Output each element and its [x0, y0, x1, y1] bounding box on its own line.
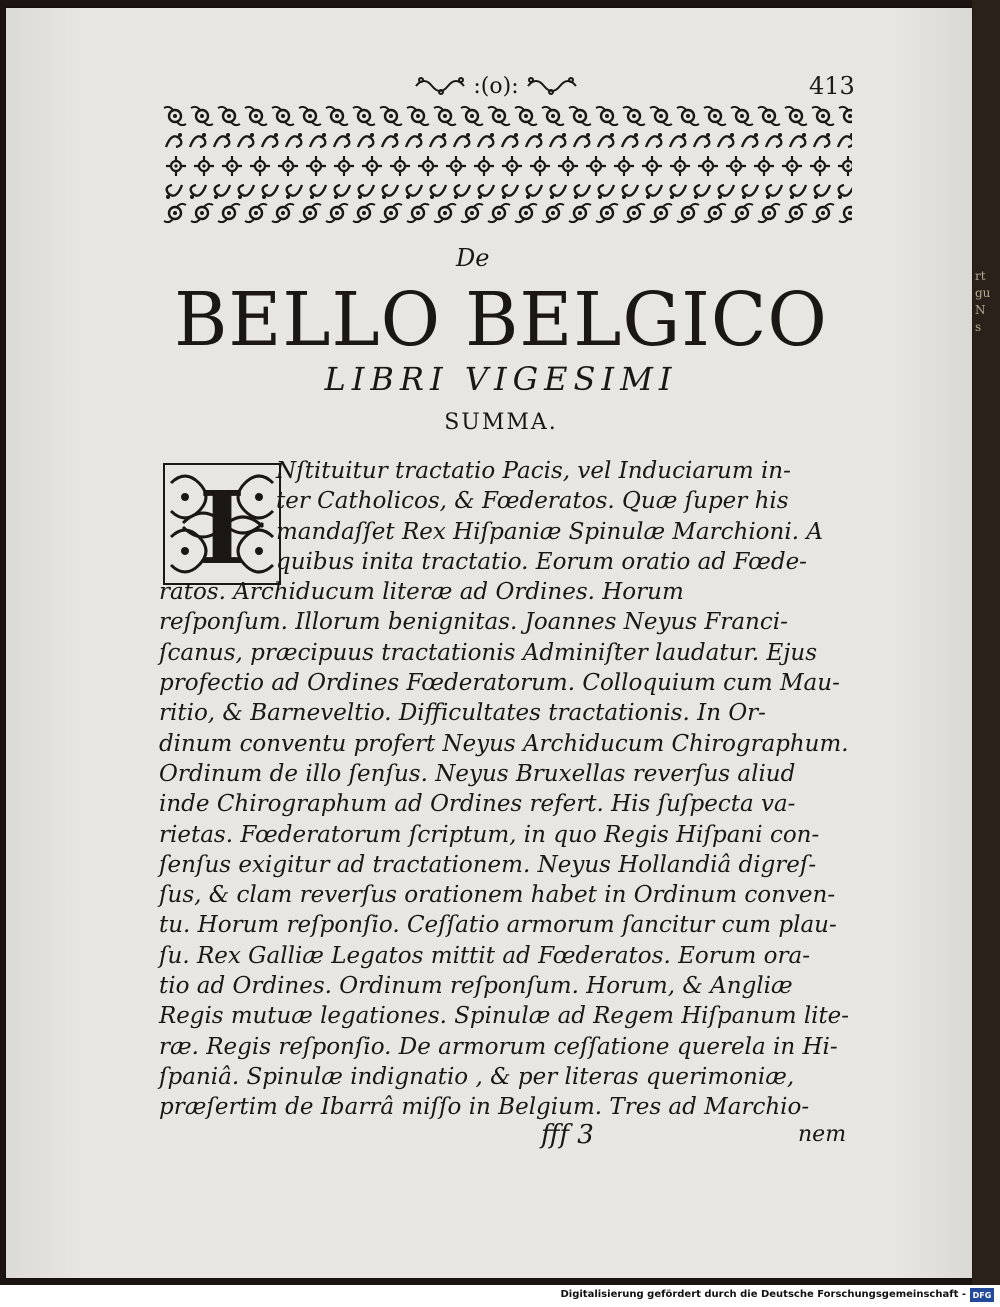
edge-letter: s: [975, 320, 982, 334]
text-line: præſertim de Ibarrâ miſſo in Belgium. Tres ad Marchio-: [159, 1094, 810, 1121]
headpiece-center-text: :(o):: [473, 74, 519, 99]
adjacent-page-edge: [972, 0, 1000, 1285]
edge-letter: N: [975, 303, 986, 317]
book-page: [6, 8, 972, 1278]
signature-mark: fff 3: [541, 1120, 594, 1150]
text-line: ritio, & Barneveltio. Difficultates tractationis. In Or-: [159, 700, 766, 727]
page-number: 413: [809, 72, 855, 100]
fleuron-band-4: [162, 179, 852, 203]
summary-paragraph: [159, 456, 849, 1123]
text-line: ter Catholicos, & Fœderatos. Quæ ſuper his: [276, 488, 789, 515]
edge-letter: gu: [975, 286, 991, 300]
text-line: ſu. Rex Galliæ Legatos mittit ad Fœderatos. Eorum ora-: [159, 942, 810, 969]
catchword: nem: [798, 1122, 847, 1147]
dfg-logo: DFG: [970, 1288, 994, 1302]
text-line: dinum conventu profert Neyus Archiducum Chirographum.: [159, 730, 849, 757]
initial-letter: I: [198, 469, 246, 585]
fleuron-band-2: [162, 129, 852, 153]
text-line: ſus, & clam reverſus orationem habet in Ordinum conven-: [159, 882, 836, 909]
edge-letter: rt: [975, 269, 986, 283]
text-line: tio ad Ordines. Ordinum reſponſum. Horum, & Angliæ: [159, 973, 793, 1000]
text-line: mandaſſet Rex Hiſpaniæ Spinulæ Marchioni. A: [276, 518, 823, 545]
footer-credit: Digitalisierung gefördert durch die Deutsche Forschungsgemeinschaft -: [560, 1289, 966, 1300]
fleuron-band-3: [162, 154, 852, 178]
text-line: Ordinum de illo ſenſus. Neyus Bruxellas reverſus aliud: [159, 760, 796, 787]
text-line: reſponſum. Illorum benignitas. Joannes Neyus Franci-: [159, 609, 788, 636]
text-line: quibus inita tractatio. Eorum oratio ad Fœde-: [276, 548, 807, 575]
page-subtitle: LIBRI VIGESIMI: [324, 360, 678, 398]
heading-de: De: [456, 244, 490, 272]
text-line: ratos. Archiducum literæ ad Ordines. Horum: [159, 579, 684, 606]
text-line: ræ. Regis reſponſio. De armorum ceſſatione querela in Hi-: [159, 1033, 838, 1060]
fleuron-band-1: [162, 104, 852, 128]
text-line: Nſtituitur tractatio Pacis, vel Induciarum in-: [276, 458, 791, 484]
text-line: ſenſus exigitur ad tractationem. Neyus Hollandiâ digreſ-: [159, 851, 817, 878]
text-line: ſpaniâ. Spinulæ indignatio , & per literas querimoniæ,: [159, 1063, 795, 1090]
text-line: rietas. Fœderatorum ſcriptum, in quo Regis Hiſpani con-: [159, 821, 820, 848]
text-line: ſcanus, præcipuus tractationis Adminiſter laudatur. Ejus: [159, 639, 818, 666]
text-line: tu. Horum reſponſio. Ceſſatio armorum ſancitur cum plau-: [159, 912, 837, 939]
text-line: inde Chirographum ad Ordines refert. His ſuſpecta va-: [159, 791, 796, 818]
adjacent-page-letters: [975, 268, 1000, 336]
text-line: Regis mutuæ legationes. Spinulæ ad Regem Hiſpanum lite-: [159, 1003, 849, 1030]
fleuron-band-5: [162, 201, 852, 225]
text-line: profectio ad Ordines Fœderatorum. Colloquium cum Mau-: [159, 670, 840, 697]
section-heading: SUMMA.: [444, 410, 558, 435]
headpiece-small-ornament: [411, 71, 581, 101]
footer-bar: [0, 1285, 1000, 1307]
page-title: BELLO BELGICO: [174, 277, 828, 363]
